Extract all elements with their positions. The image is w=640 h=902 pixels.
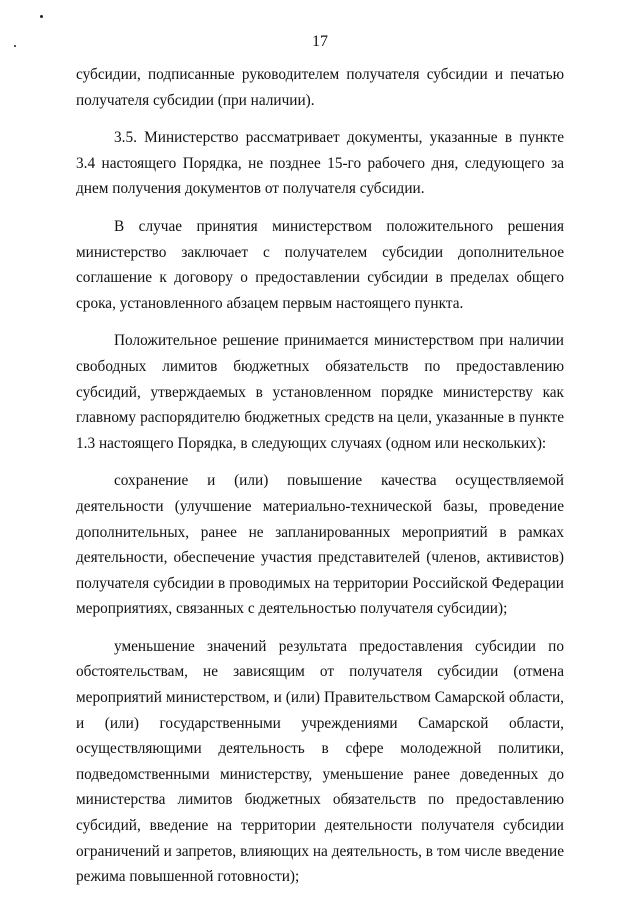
paragraph-positive-decision-agreement: В случае принятия министерством положительного решения министерство заключает с получателем субсидии дополнительное соглашение к договору о предоставлении субсидии в пределах общего срока, установленного абзацем первым настоящего пункта.	[76, 217, 564, 312]
paragraph-case-quality: сохранение и (или) повышение качества осуществляемой деятельности (улучшение материально-технической базы, проведение дополнительных, ранее не запланированных мероприятий в рамках деятельности, обеспечение участия представителей (членов, активистов) получателя субсидии в проводимых на территории Российской Федерации мероприятиях, связанных с деятельностью получателя субсидии);	[76, 472, 564, 618]
scan-speck	[40, 15, 43, 18]
paragraph-case-reduction: уменьшение значений результата предоставления субсидии по обстоятельствам, не зависящим от получателя субсидии (отмена мероприятий министерством, и (или) Правительством Самарской области, и (или) государственными учреждениями Самарской области, осуществляющими деятельность в сфере молодежной политики, подведомственными министерству, уменьшение ранее доведенных до министерства лимитов бюджетных обязательств по предоставлению субсидий, введение на территории деятельности получателя субсидии ограничений и запретов, влияющих на деятельность, в том числе введение режима повышенной готовности);	[76, 637, 564, 886]
paragraph-continuation: субсидии, подписанные руководителем получателя субсидии и печатью получателя субсидии (при наличии).	[76, 66, 564, 109]
paragraph-positive-decision-conditions: Положительное решение принимается министерством при наличии свободных лимитов бюджетных обязательств по предоставлению субсидий, утверждаемых в установленном порядке министерству как главному распорядителю бюджетных средств на цели, указанные в пункте 1.3 настоящего Порядка, в следующих случаях (одном или нескольких):	[76, 332, 564, 452]
document-body	[76, 62, 564, 890]
paragraph-clause-3-5: 3.5. Министерство рассматривает документы, указанные в пункте 3.4 настоящего Порядка, не позднее 15-го рабочего дня, следующего за днем получения документов от получателя субсидии.	[76, 129, 564, 198]
page-number: 17	[312, 33, 328, 50]
